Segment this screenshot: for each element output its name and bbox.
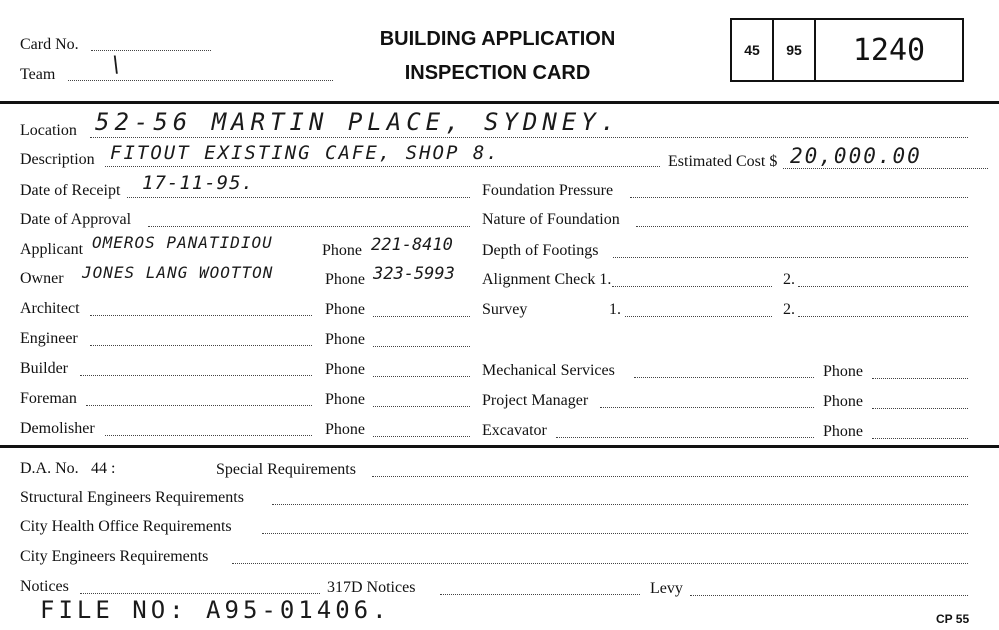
description-field[interactable] bbox=[105, 166, 660, 167]
location-label: Location bbox=[20, 122, 77, 139]
project-manager-label: Project Manager bbox=[482, 392, 589, 409]
architect-field[interactable] bbox=[90, 315, 312, 316]
applicant-phone-value: 221-8410 bbox=[371, 235, 453, 255]
engineer-label: Engineer bbox=[20, 330, 78, 347]
builder-label: Builder bbox=[20, 360, 68, 377]
demolisher-label: Demolisher bbox=[20, 420, 95, 437]
city-engineers-label: City Engineers Requirements bbox=[20, 548, 209, 565]
date-receipt-field[interactable] bbox=[127, 197, 470, 198]
city-health-field[interactable] bbox=[262, 533, 968, 534]
date-approval-label: Date of Approval bbox=[20, 211, 132, 228]
survey-2-field[interactable] bbox=[798, 316, 968, 317]
date-receipt-label: Date of Receipt bbox=[20, 182, 121, 199]
excavator-label: Excavator bbox=[482, 422, 547, 439]
foundation-pressure-field[interactable] bbox=[630, 197, 968, 198]
survey-1-field[interactable] bbox=[625, 316, 772, 317]
city-health-label: City Health Office Requirements bbox=[20, 518, 232, 535]
file-number: FILE NO: A95-01406. bbox=[40, 596, 391, 624]
nature-foundation-label: Nature of Foundation bbox=[482, 211, 620, 228]
notices-label: Notices bbox=[20, 578, 69, 595]
team-label: Team bbox=[20, 66, 56, 83]
notices-field[interactable] bbox=[80, 593, 320, 594]
levy-label: Levy bbox=[650, 580, 683, 597]
header-divider bbox=[0, 101, 999, 104]
levy-field[interactable] bbox=[690, 595, 968, 596]
structural-engineers-field[interactable] bbox=[272, 504, 968, 505]
architect-phone-field[interactable] bbox=[373, 316, 470, 317]
applicant-label: Applicant bbox=[20, 241, 84, 258]
team-field[interactable] bbox=[68, 80, 333, 81]
mechanical-phone-label: Phone bbox=[823, 363, 863, 380]
nature-foundation-field[interactable] bbox=[636, 226, 968, 227]
builder-phone-label: Phone bbox=[325, 361, 365, 378]
box-code-1: 45 bbox=[732, 20, 774, 80]
card-no-field[interactable] bbox=[91, 50, 211, 51]
title-line1: BUILDING APPLICATION bbox=[379, 28, 616, 50]
card-no-label: Card No. bbox=[20, 36, 79, 53]
foreman-label: Foreman bbox=[20, 390, 77, 407]
owner-phone-value: 323-5993 bbox=[373, 264, 455, 284]
alignment-2-label: 2. bbox=[783, 271, 795, 288]
owner-phone-label: Phone bbox=[325, 271, 365, 288]
project-manager-phone-field[interactable] bbox=[872, 408, 968, 409]
engineer-field[interactable] bbox=[90, 345, 312, 346]
excavator-phone-field[interactable] bbox=[872, 438, 968, 439]
notices-317d-field[interactable] bbox=[440, 594, 640, 595]
special-requirements-field[interactable] bbox=[372, 476, 968, 477]
owner-value: JONES LANG WOOTTON bbox=[82, 263, 274, 282]
excavator-field[interactable] bbox=[556, 437, 814, 438]
foreman-field[interactable] bbox=[86, 405, 312, 406]
mechanical-field[interactable] bbox=[634, 377, 814, 378]
builder-phone-field[interactable] bbox=[373, 376, 470, 377]
da-value: 44 : bbox=[91, 460, 116, 477]
description-value: FITOUT EXISTING CAFE, SHOP 8. bbox=[110, 142, 500, 164]
project-manager-field[interactable] bbox=[600, 407, 814, 408]
card-number-box bbox=[730, 18, 964, 82]
architect-phone-label: Phone bbox=[325, 301, 365, 318]
date-approval-field[interactable] bbox=[148, 226, 470, 227]
engineer-phone-field[interactable] bbox=[373, 346, 470, 347]
alignment-check-2-field[interactable] bbox=[798, 286, 968, 287]
da-label: D.A. No. bbox=[20, 460, 79, 477]
architect-label: Architect bbox=[20, 300, 80, 317]
description-label: Description bbox=[20, 151, 95, 168]
project-manager-phone-label: Phone bbox=[823, 393, 863, 410]
survey-1-label: 1. bbox=[609, 301, 621, 318]
location-value: 52-56 MARTIN PLACE, SYDNEY. bbox=[95, 108, 621, 136]
mechanical-phone-field[interactable] bbox=[872, 378, 968, 379]
depth-footings-label: Depth of Footings bbox=[482, 242, 599, 259]
location-field[interactable] bbox=[90, 137, 968, 138]
cp-code: CP 55 bbox=[936, 612, 970, 626]
depth-footings-field[interactable] bbox=[613, 257, 968, 258]
team-value: \ bbox=[110, 53, 125, 78]
owner-label: Owner bbox=[20, 270, 64, 287]
box-code-2: 95 bbox=[774, 20, 816, 80]
alignment-check-1-field[interactable] bbox=[612, 286, 772, 287]
box-number: 1240 bbox=[852, 32, 926, 68]
city-engineers-field[interactable] bbox=[232, 563, 968, 564]
foundation-pressure-label: Foundation Pressure bbox=[482, 182, 614, 199]
foreman-phone-label: Phone bbox=[325, 391, 365, 408]
applicant-phone-label: Phone bbox=[322, 242, 362, 259]
middle-divider bbox=[0, 445, 999, 448]
mechanical-label: Mechanical Services bbox=[482, 362, 615, 379]
engineer-phone-label: Phone bbox=[325, 331, 365, 348]
estimated-cost-label: Estimated Cost $ bbox=[668, 153, 778, 170]
applicant-value: OMEROS PANATIDIOU bbox=[92, 233, 273, 252]
demolisher-field[interactable] bbox=[105, 435, 312, 436]
special-requirements-label: Special Requirements bbox=[216, 461, 356, 478]
excavator-phone-label: Phone bbox=[823, 423, 863, 440]
estimated-cost-field[interactable] bbox=[783, 168, 988, 169]
estimated-cost-value: 20,000.00 bbox=[790, 144, 922, 168]
foreman-phone-field[interactable] bbox=[373, 406, 470, 407]
survey-label: Survey bbox=[482, 301, 528, 318]
demolisher-phone-field[interactable] bbox=[373, 436, 470, 437]
notices-317d-label: 317D Notices bbox=[327, 579, 416, 596]
date-receipt-value: 17-11-95. bbox=[142, 172, 254, 194]
builder-field[interactable] bbox=[80, 375, 312, 376]
structural-engineers-label: Structural Engineers Requirements bbox=[20, 489, 244, 506]
alignment-check-label: Alignment Check 1. bbox=[482, 271, 612, 288]
title-line2: INSPECTION CARD bbox=[404, 62, 591, 84]
survey-2-label: 2. bbox=[783, 301, 795, 318]
demolisher-phone-label: Phone bbox=[325, 421, 365, 438]
